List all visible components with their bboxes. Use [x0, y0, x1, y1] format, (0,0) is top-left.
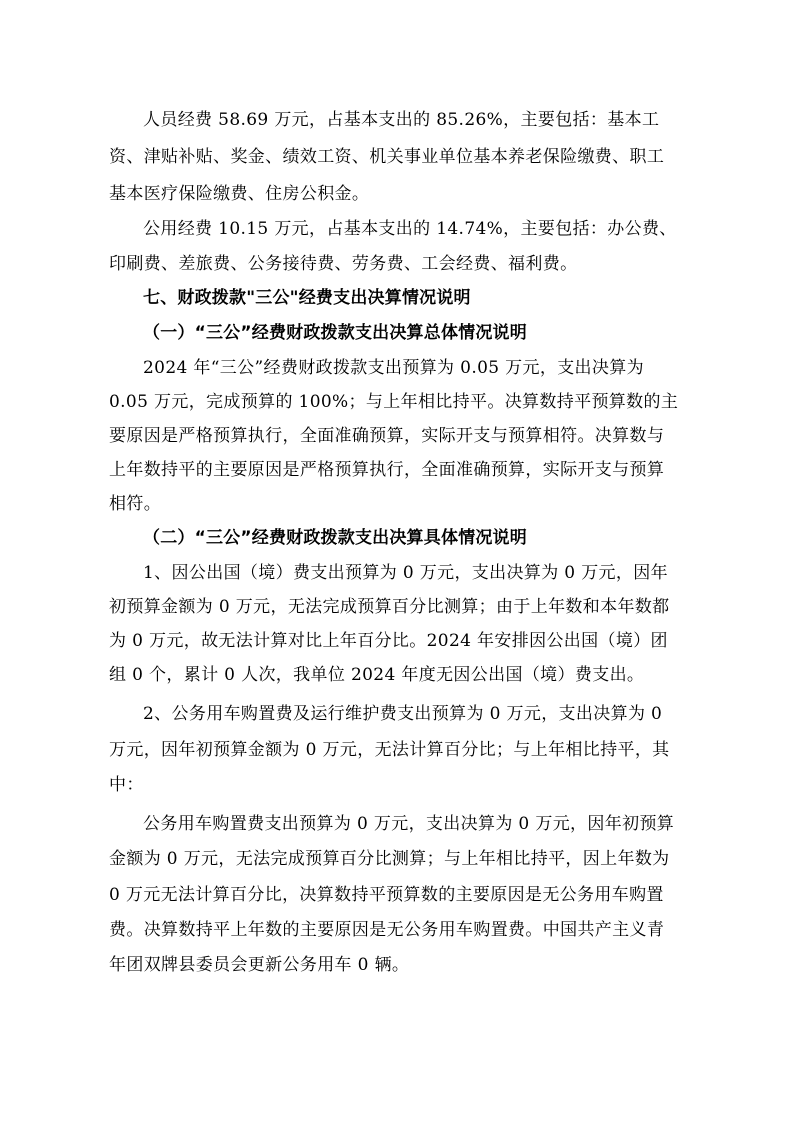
paragraph-personnel-line-1: 人员经费 58.69 万元，占基本支出的 85.26%，主要包括：基本工 — [143, 110, 660, 130]
paragraph-abroad-line-4: 组 0 个，累计 0 人次，我单位 2024 年度无因公出国（境）费支出。 — [109, 665, 645, 685]
subheading-overall: （一）“三公”经费财政拨款支出决算总体情况说明 — [143, 323, 527, 343]
paragraph-vehicle-line-1: 2、公务用车购置费及运行维护费支出预算为 0 万元，支出决算为 0 — [143, 704, 663, 724]
paragraph-vehicle-line-3: 中： — [109, 775, 144, 795]
paragraph-abroad-line-3: 为 0 万元，故无法计算对比上年百分比。2024 年安排因公出国（境）团 — [109, 631, 668, 651]
paragraph-overall-line-2: 0.05 万元，完成预算的 100%；与上年相比持平。决算数持平预算数的主 — [109, 392, 679, 412]
paragraph-overall-line-3: 要原因是严格预算执行，全面准确预算，实际开支与预算相符。决算数与 — [109, 426, 665, 446]
paragraph-purchase-line-5: 年团双牌县委员会更新公务用车 0 辆。 — [109, 955, 410, 975]
paragraph-abroad-line-1: 1、因公出国（境）费支出预算为 0 万元，支出决算为 0 万元，因年 — [143, 563, 668, 583]
paragraph-vehicle-line-2: 万元，因年初预算金额为 0 万元，无法计算百分比；与上年相比持平，其 — [109, 740, 670, 760]
paragraph-abroad-line-2: 初预算金额为 0 万元，无法完成预算百分比测算；由于上年数和本年数都 — [109, 597, 670, 617]
subheading-detail: （二）“三公”经费财政拨款支出决算具体情况说明 — [143, 528, 527, 548]
paragraph-personnel-line-3: 基本医疗保险缴费、住房公积金。 — [109, 184, 370, 204]
paragraph-purchase-line-4: 费。决算数持平上年数的主要原因是无公务用车购置费。中国共产主义青 — [109, 920, 665, 940]
paragraph-personnel-line-2: 资、津贴补贴、奖金、绩效工资、机关事业单位基本养老保险缴费、职工 — [109, 147, 665, 167]
paragraph-public-line-1: 公用经费 10.15 万元，占基本支出的 14.74%，主要包括：办公费、 — [143, 219, 677, 239]
paragraph-purchase-line-2: 金额为 0 万元，无法完成预算百分比测算；与上年相比持平，因上年数为 — [109, 849, 670, 869]
paragraph-overall-line-1: 2024 年“三公”经费财政拨款支出预算为 0.05 万元，支出决算为 — [143, 358, 644, 378]
section-heading: 七、财政拨款"三公"经费支出决算情况说明 — [143, 288, 471, 308]
paragraph-public-line-2: 印刷费、差旅费、公务接待费、劳务费、工会经费、福利费。 — [109, 254, 578, 274]
paragraph-overall-line-5: 相符。 — [109, 494, 162, 514]
paragraph-overall-line-4: 上年数持平的主要原因是严格预算执行，全面准确预算，实际开支与预算 — [109, 460, 665, 480]
paragraph-purchase-line-3: 0 万元无法计算百分比，决算数持平预算数的主要原因是无公务用车购置 — [109, 885, 664, 905]
paragraph-purchase-line-1: 公务用车购置费支出预算为 0 万元，支出决算为 0 万元，因年初预算 — [143, 814, 675, 834]
